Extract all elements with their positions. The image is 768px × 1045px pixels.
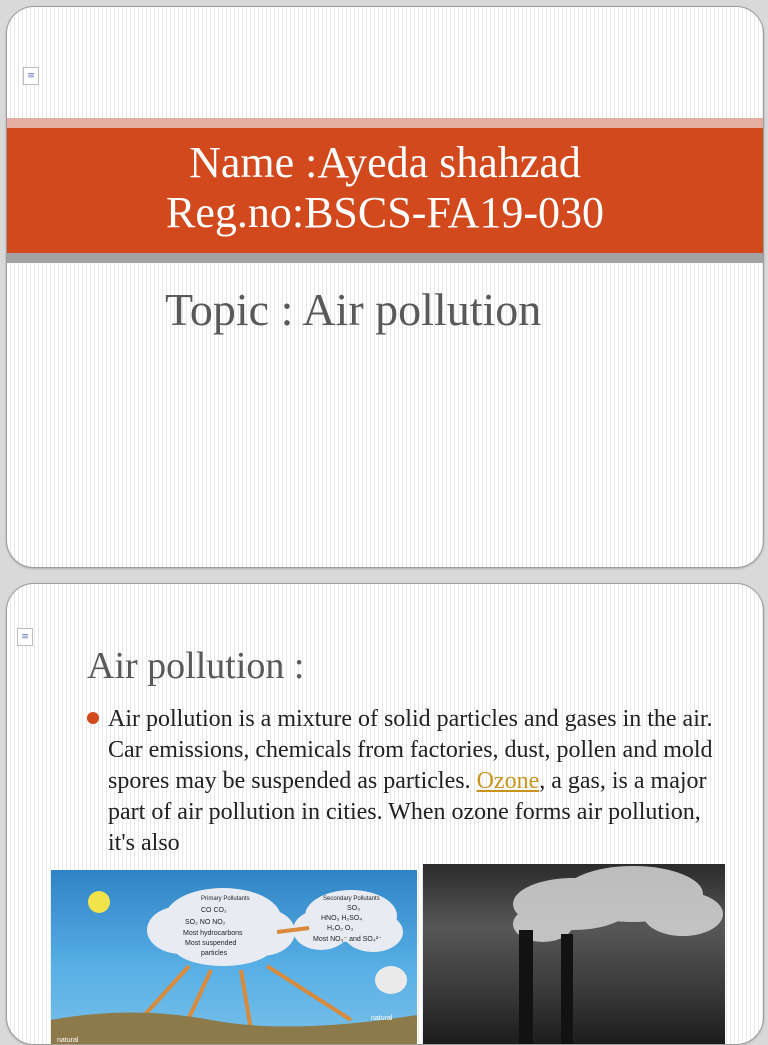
ozone-link[interactable]: Ozone (477, 768, 540, 794)
natural-label-left: natural (57, 1037, 79, 1044)
smokestack-left-shape (519, 930, 533, 1044)
secondary-title: Secondary Pollutants (323, 896, 380, 902)
title-band (7, 128, 763, 253)
primary-line-3: Most hydrocarbons (183, 930, 243, 937)
pollutants-diagram-image (51, 870, 417, 1045)
primary-line-5: particles (201, 950, 228, 957)
document-icon: ≡ (17, 628, 33, 646)
sun-icon (88, 891, 110, 913)
primary-line-1: CO CO₂ (201, 907, 227, 914)
secondary-line-1: SO₃ (347, 905, 360, 912)
secondary-line-3: H₂O₂ O₃ (327, 925, 353, 932)
primary-line-2: SO₂ NO NO₂ (185, 919, 226, 926)
bullet-text (108, 704, 728, 859)
bullet-icon (87, 712, 99, 724)
document-icon: ≡ (23, 67, 39, 85)
slide-heading: Air pollution : (87, 644, 304, 688)
volcano-smoke-shape (375, 966, 407, 994)
ground-shape (51, 1013, 417, 1045)
topic-line: Topic : Air pollution (165, 283, 541, 336)
bullet-text-part1: Air pollution is a mixture of solid particles and gases in the air. Car emissions, chemicals from factories, dust, pollen and mold spores may be suspended as particles. (108, 706, 713, 794)
secondary-line-2: HNO₃ H₂SO₄ (321, 915, 362, 922)
smoke-plume-shape (513, 866, 723, 942)
content-slide (6, 583, 764, 1045)
natural-label-right: natural (371, 1015, 393, 1022)
primary-line-4: Most suspended (185, 940, 236, 947)
smokestacks-photo-image (423, 864, 725, 1044)
name-line: Name :Ayeda shahzad (7, 138, 763, 188)
secondary-line-4: Most NO₃⁻ and SO₄²⁻ (313, 936, 382, 943)
bullet-text-part2: , a gas, is a major part of air pollution in cities. When ozone forms air pollution, it's also (108, 768, 707, 856)
top-accent-band (7, 118, 763, 128)
reg-line: Reg.no:BSCS-FA19-030 (7, 188, 763, 238)
bottom-accent-band (7, 253, 763, 263)
smokestack-right-shape (561, 934, 573, 1044)
title-slide (6, 6, 764, 568)
primary-title: Primary Pollutants (201, 896, 250, 902)
